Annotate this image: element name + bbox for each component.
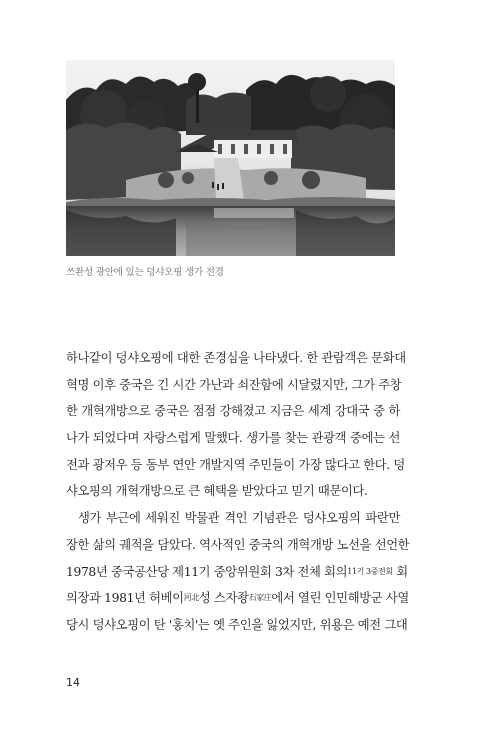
text-run: 1978년 중국공산당 제11기 중앙위원회 3차 전체 회의 [66,564,348,579]
text-line: 샤오핑의 개혁개방으로 큰 혜택을 받았다고 믿기 때문이다. [66,484,368,499]
body-text [66,345,410,639]
text-line: 나가 되었다며 자랑스럽게 말했다. 생가를 찾는 관광객 중에는 선 [66,431,400,446]
text-run: 의장과 1981년 허베이 [66,591,184,606]
text-line [66,585,409,612]
text-run: 회 [392,564,408,579]
annotation-small: 11기 3중전회 [347,566,393,576]
text-run: 에서 열린 인민해방군 사열 [271,591,409,606]
page-number: 14 [66,676,80,689]
text-line: 혁명 이후 중국은 긴 시간 가난과 쇠잔함에 시달렸지만, 그가 주창 [66,377,402,392]
text-line [66,559,408,586]
photo-caption: 쓰촨성 광안에 있는 덩샤오핑 생가 전경 [66,267,224,278]
text-run: 성 스자좡 [198,591,249,606]
text-line: 생가 부근에 세워진 박물관 격인 기념관은 덩샤오핑의 파란만 [78,511,400,526]
text-line: 장한 삶의 궤적을 담았다. 역사적인 중국의 개혁개방 노선을 선언한 [66,537,410,552]
annotation-small: 石家庄 [248,593,272,603]
text-line: 전과 광저우 등 동부 연안 개발지역 주민들이 가장 많다고 한다. 덩 [66,457,405,472]
annotation-small: 河北 [183,593,199,603]
birthplace-photo [66,60,395,256]
text-line: 하나같이 덩샤오핑에 대한 존경심을 나타냈다. 한 관람객은 문화대 [66,351,406,365]
text-line: 당시 덩샤오핑이 탄 '홍치'는 옛 주인을 잃었지만, 위용은 예전 그대 [66,617,408,632]
text-line: 한 개혁개방으로 중국은 점점 강해졌고 지금은 세계 강대국 중 하 [66,404,400,419]
